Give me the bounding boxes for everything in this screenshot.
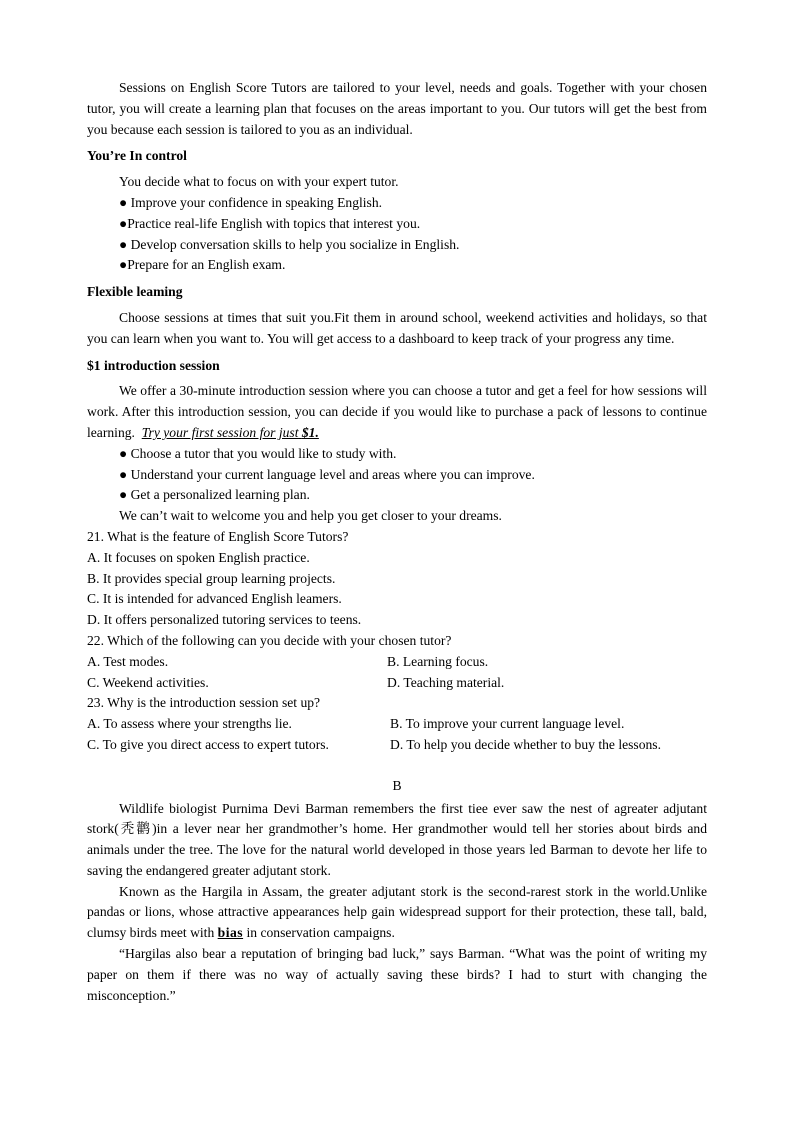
heading-flexible-learning: Flexible leaming bbox=[87, 284, 183, 300]
flexible-paragraph: Choose sessions at times that suit you.Fit them in around school, weekend activities and holidays, so that you can learn when you want to. You will get access to a dashboard to keep track of your progress any time. bbox=[87, 309, 707, 346]
question-23-row bbox=[87, 735, 707, 756]
passage-b-paragraph-2: Known as the Hargila in Assam, the greater adjutant stork is the second-rarest stork in the world.Unlike pandas or lions, whose attractive appearances help gain widespread support for their protection, these tall, bald, clumsy birds meet with bias in conservation campaigns. bbox=[87, 883, 707, 941]
session-paragraph bbox=[87, 381, 707, 443]
heading-introduction-session: $1 introduction session bbox=[87, 357, 220, 373]
session-closing: We can’t wait to welcome you and help you get closer to your dreams. bbox=[119, 508, 502, 524]
question-23-option-a: A. To assess where your strengths lie. bbox=[87, 716, 292, 732]
question-23-option-d: D. To help you decide whether to buy the lessons. bbox=[390, 736, 661, 752]
question-21-option: B. It provides special group learning projects. bbox=[87, 570, 336, 586]
question-23-option-b: B. To improve your current language level. bbox=[390, 716, 625, 732]
session-item: ● Understand your current language level and areas where you can improve. bbox=[119, 466, 535, 482]
control-item: ● Improve your confidence in speaking English. bbox=[119, 194, 383, 210]
control-item: ●Practice real-life English with topics that interest you. bbox=[119, 215, 421, 231]
question-21-stem: 21. What is the feature of English Score Tutors? bbox=[87, 528, 349, 544]
passage-b-paragraph-3: “Hargilas also bear a reputation of bringing bad luck,” says Barman. “What was the point of writing my paper on them if there was no way of actually saving these birds? I had to sturt with changing the misconception.” bbox=[87, 946, 707, 1003]
passage-b-paragraph-1: Wildlife biologist Purnima Devi Barman remembers the first tiee ever saw the nest of agreater adjutant stork(秃鹳)in a lever near her grandmother’s home. Her grandmother would tell her stories about birds and animals under the tree. The love for the natural world developed in those years led Barman to devote her life to saving the endangered greater adjutant stork. bbox=[87, 800, 707, 878]
question-21-option: D. It offers personalized tutoring services to teens. bbox=[87, 612, 362, 628]
question-22-option-d: D. Teaching material. bbox=[387, 674, 505, 690]
control-item: ●Prepare for an English exam. bbox=[119, 257, 286, 273]
section-b-label: B bbox=[392, 777, 402, 793]
question-21-option: A. It focuses on spoken English practice. bbox=[87, 549, 310, 565]
try-session-offer: Try your first session for just $1. bbox=[141, 424, 319, 440]
try-session-price: $1. bbox=[301, 424, 319, 440]
question-22-option-b: B. Learning focus. bbox=[387, 653, 489, 669]
session-text: We offer a 30-minute introduction session where you can choose a tutor and get a feel for how sessions will work. After this introduction session, you can decide if you would like to purchase a pack of lessons to continue learning. bbox=[87, 383, 707, 440]
question-22-stem: 22. Which of the following can you decide with your chosen tutor? bbox=[87, 632, 452, 648]
vocab-bias: bias bbox=[217, 925, 244, 941]
session-item: ● Get a personalized learning plan. bbox=[119, 487, 310, 503]
question-22-row bbox=[87, 652, 707, 673]
document-page bbox=[87, 78, 707, 1006]
question-23-row bbox=[87, 714, 707, 735]
heading-in-control: You’re In control bbox=[87, 148, 187, 164]
question-22-option-c: C. Weekend activities. bbox=[87, 674, 209, 690]
control-lead: You decide what to focus on with your expert tutor. bbox=[119, 174, 399, 190]
question-21-option: C. It is intended for advanced English leamers. bbox=[87, 591, 342, 607]
question-23-option-c: C. To give you direct access to expert tutors. bbox=[87, 736, 329, 752]
question-23-stem: 23. Why is the introduction session set up? bbox=[87, 695, 321, 711]
intro-paragraph: Sessions on English Score Tutors are tailored to your level, needs and goals. Together with your chosen tutor, you will create a learning plan that focuses on the areas important to you. Our tutors will get the best from you because each session is tailored to you as an individual. bbox=[87, 80, 707, 137]
session-item: ● Choose a tutor that you would like to study with. bbox=[119, 445, 397, 461]
question-22-option-a: A. Test modes. bbox=[87, 653, 169, 669]
control-item: ● Develop conversation skills to help you socialize in English. bbox=[119, 236, 460, 252]
question-22-row bbox=[87, 673, 707, 694]
